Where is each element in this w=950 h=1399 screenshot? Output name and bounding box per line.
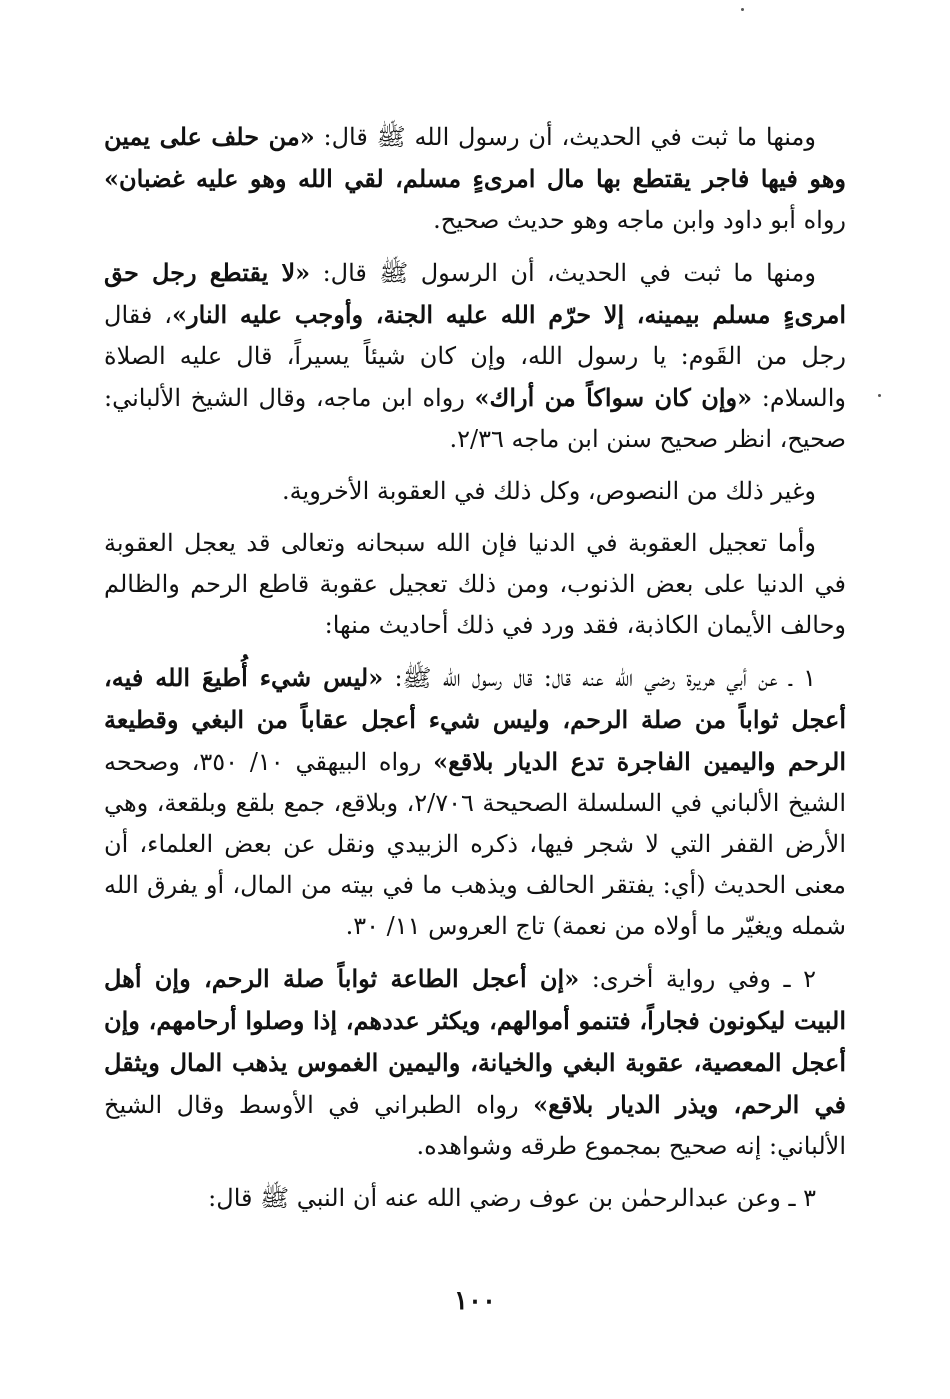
body-text: ، فقال رجل من القَوم: يا رسول الله، وإن كان شيئاً يسيراً، قال عليه الصلاة والسلام:	[104, 301, 846, 412]
body-text: رواه الطبراني في الأوسط وقال الشيخ الألباني: إنه صحيح بمجموع طرقه وشواهده.	[104, 1091, 846, 1160]
body-text: وغير ذلك من النصوص، وكل ذلك في العقوبة الأخروية.	[282, 477, 816, 505]
page-number: ١٠٠	[454, 1286, 496, 1316]
hadith-quote-text: «وإن كان سواكاً من أراك»	[474, 383, 753, 412]
body-text: وأما تعجيل العقوبة في الدنيا فإن الله سبحانه وتعالى قد يعجل العقوبة في الدنيا على بعض الذنوب، ومن ذلك تعجيل عقوبة قاطع الرحم والظالم وحالف الأيمان الكاذبة، فقد ورد في ذلك أحاديث منها:	[104, 529, 846, 639]
body-text: ومنها ما ثبت في الحديث، أن الرسول ﷺ قال:	[310, 259, 817, 287]
paragraph-p3	[104, 471, 846, 512]
paragraph-p7	[104, 1178, 846, 1219]
body-text: ٣ ـ وعن عبدالرحمٰن بن عوف رضي الله عنه أن النبي ﷺ قال:	[208, 1184, 816, 1212]
paragraph-p2	[104, 252, 846, 460]
paragraph-p5	[104, 657, 846, 947]
body-text: ٢ ـ وفي رواية أخرى:	[579, 965, 816, 993]
body-text: ١ ـ عن أبي هريرة رضي الله عنه قال: قال رسول الله ﷺ:	[383, 664, 816, 692]
scan-speck	[878, 394, 881, 397]
hadith-quote-text: «ليس شيء أُطيعَ الله فيه، أعجل ثواباً من صلة الرحم، وليس شيء أعجل عقاباً من البغي وقطيعة الرحم واليمين الفاجرة تدع الديار بلاقع»	[104, 663, 847, 776]
paragraph-p6	[104, 958, 846, 1167]
paragraph-p4	[104, 523, 846, 646]
body-text: رواه البيهقي ١٠/ ٣٥٠، وصححه الشيخ الألباني في السلسلة الصحيحة ٢/٧٠٦، وبلاقع، جمع بلقع وبلقعة، وهي الأرض القفر التي لا شجر فيها، ذكره الزبيدي ونقل عن بعض العلماء، أن معنى الحديث (أي: يفتقر الحالف ويذهب ما في بيته من المال، أو يفرق الله شمله ويغيّر ما أولاه من نعمة) تاج العروس ١١/ ٣٠.	[104, 748, 846, 940]
hadith-quote-text: «إن أعجل الطاعة ثواباً صلة الرحم، وإن أهل البيت ليكونون فجاراً، فتنمو أموالهم، ويكثر عددهم، إذا وصلوا أرحامهم، وإن أعجل المعصية، عقوبة البغي والخيانة، واليمين الغموس يذهب المال ويثقل في الرحم، ويذر الديار بلاقع»	[104, 964, 847, 1119]
body-text: ومنها ما ثبت في الحديث، أن رسول الله ﷺ قال:	[314, 123, 816, 151]
hadith-quote-text: «من حلف على يمين وهو فيها فاجر يقتطع بها مال امرىءٍ مسلم، لقي الله وهو عليه غضبان»	[104, 122, 846, 193]
body-text: رواه أبو داود وابن ماجه وهو حديث صحيح.	[433, 206, 846, 234]
hadith-quote-text: «لا يقتطع رجل حق امرىءٍ مسلم بيمينه، إلا حرّم الله عليه الجنة، وأوجب عليه النار»	[104, 258, 846, 329]
paragraph-p1	[104, 116, 846, 241]
scan-speck	[741, 8, 744, 11]
page-body	[104, 116, 846, 1230]
body-text: رواه ابن ماجه، وقال الشيخ الألباني: صحيح، انظر صحيح سنن ابن ماجه ٢/٣٦.	[104, 384, 846, 453]
